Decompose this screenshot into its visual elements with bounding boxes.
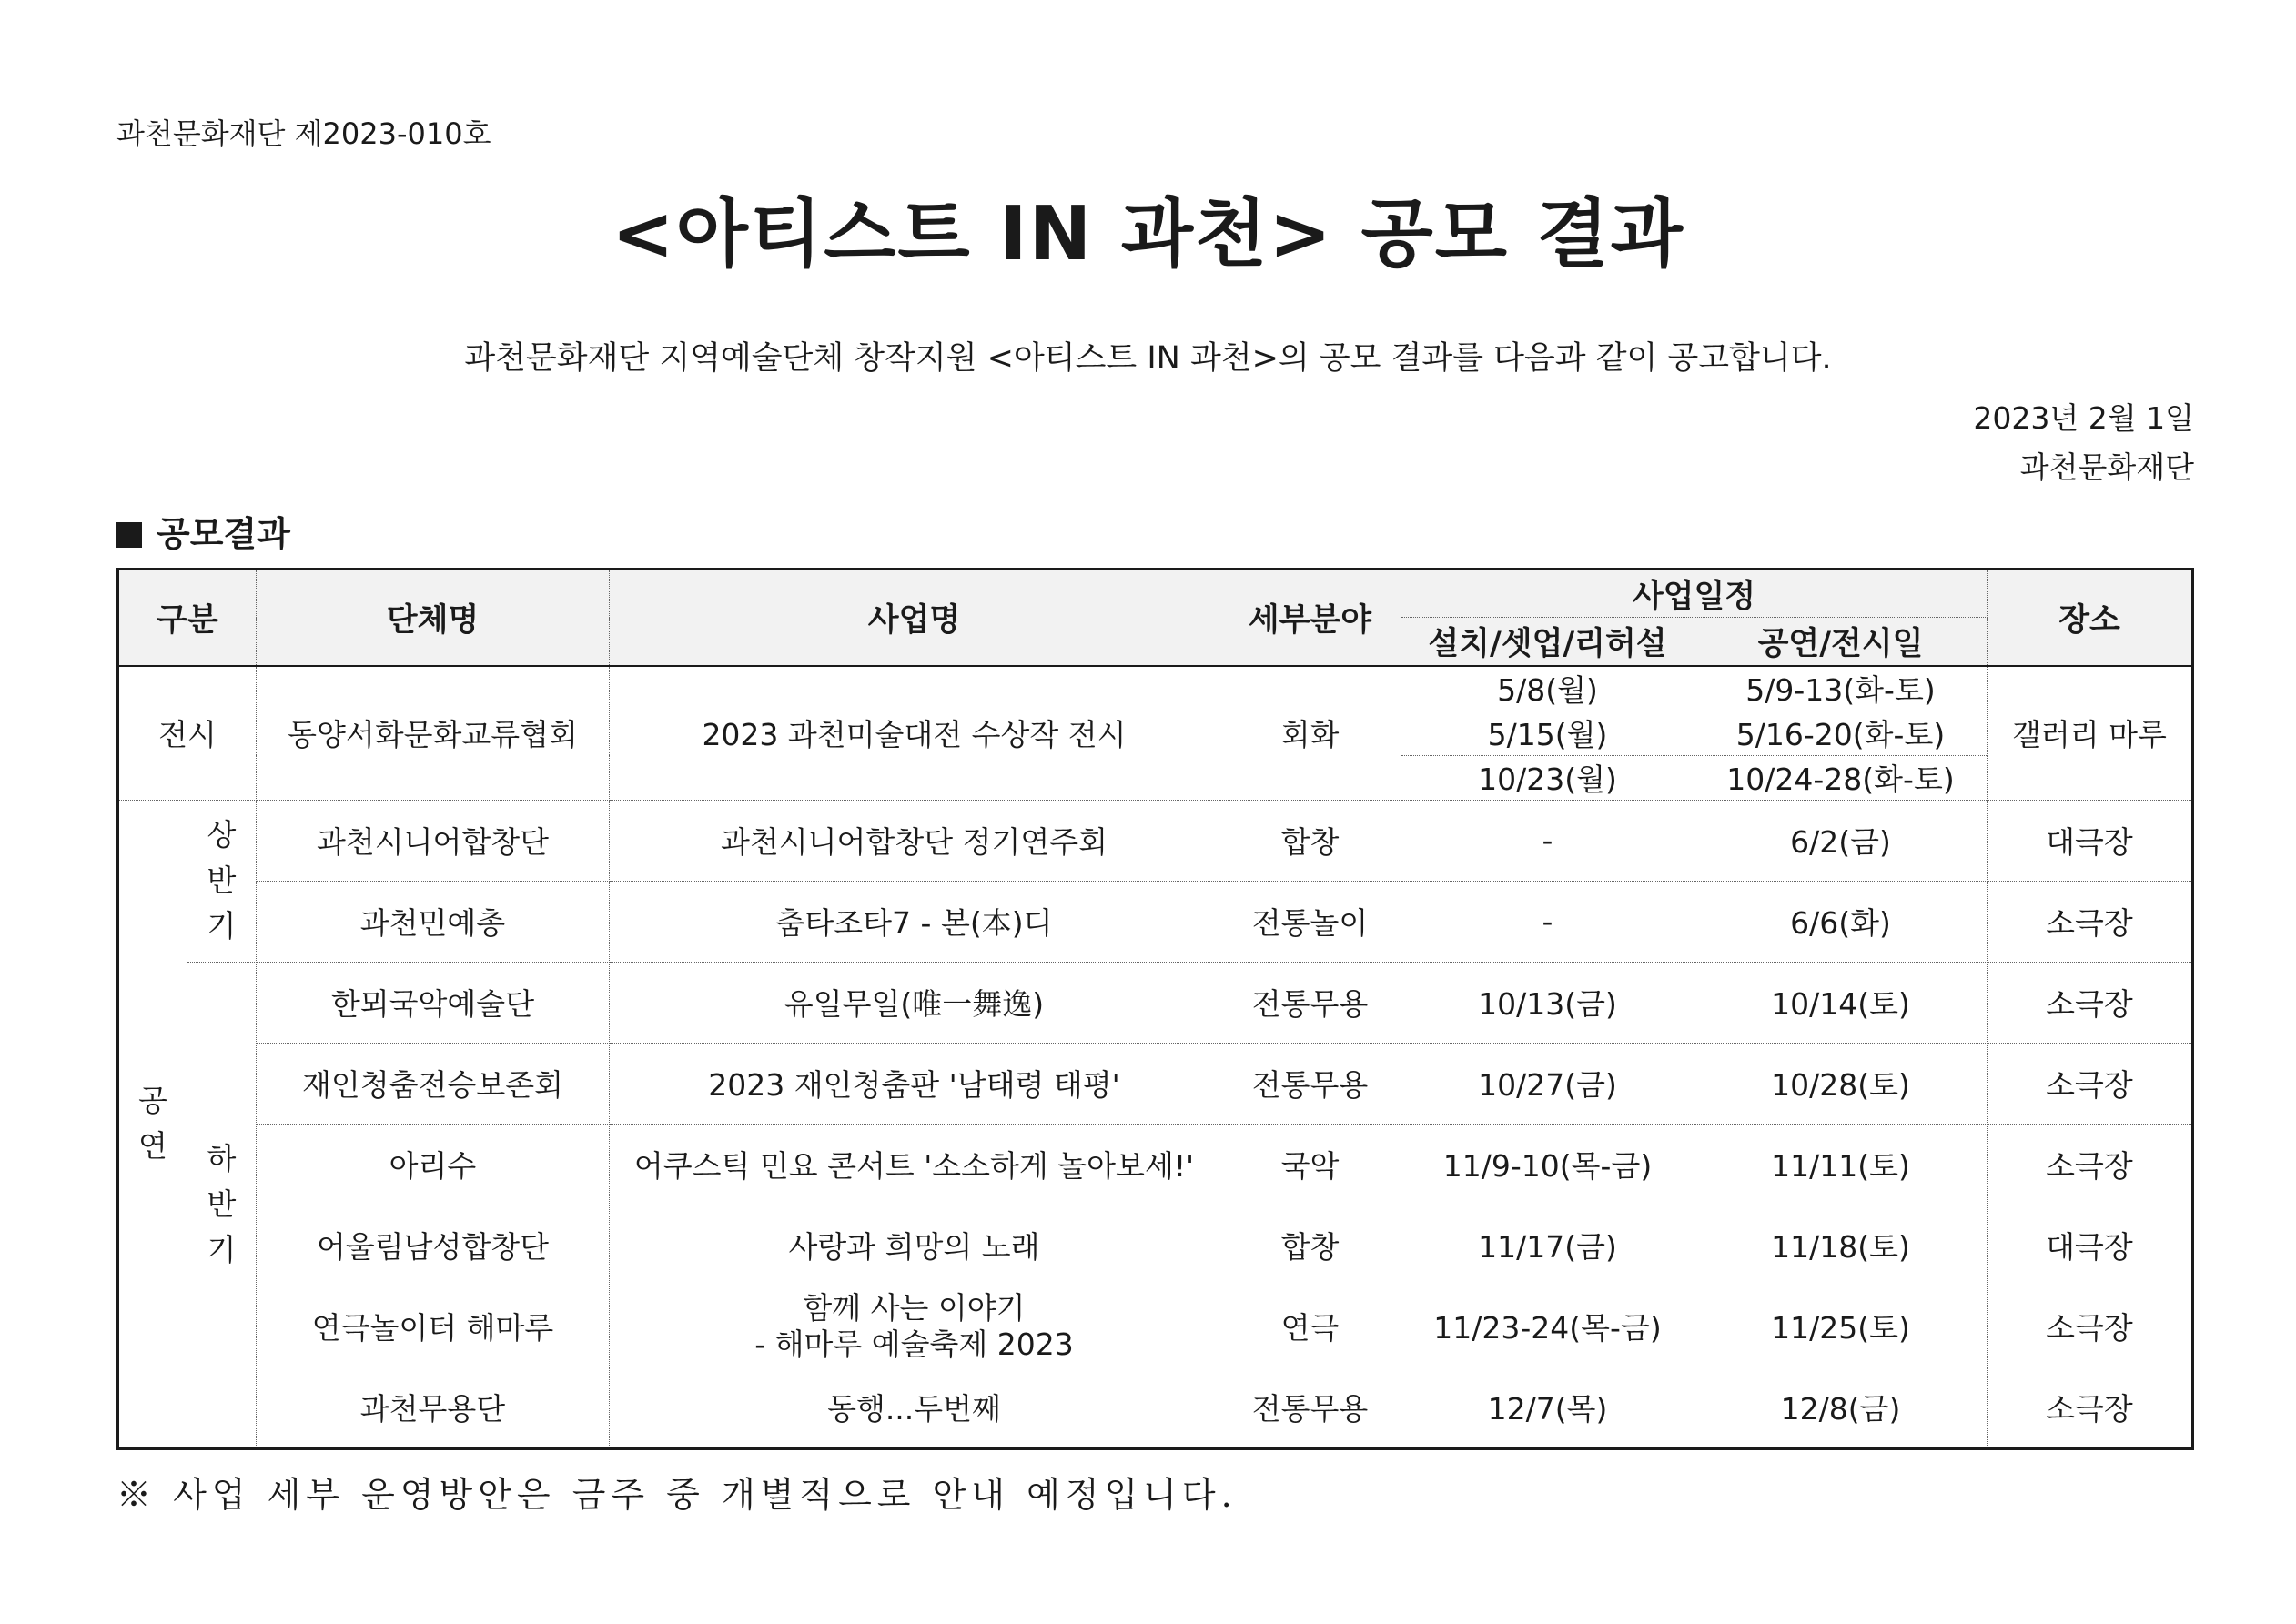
- field-cell: 회화: [1219, 666, 1401, 801]
- field-cell: 전통무용: [1219, 962, 1401, 1043]
- table-row: [118, 1367, 2193, 1448]
- results-table: [116, 568, 2194, 1450]
- announcement-date: 2023년 2월 1일: [1973, 400, 2194, 436]
- venue-cell: 소극장: [1988, 1286, 2193, 1367]
- first-half-label: 상반기: [207, 817, 237, 943]
- show-cell: 5/16-20(화-토): [1694, 711, 1988, 755]
- setup-cell: 11/17(금): [1401, 1205, 1694, 1286]
- document-number: 과천문화재단 제2023-010호: [116, 116, 491, 151]
- show-cell: 12/8(금): [1694, 1367, 1988, 1448]
- group-cell: 과천민예총: [257, 881, 610, 962]
- page-title: <아티스트 IN 과천> 공모 결과: [612, 191, 1684, 277]
- project-cell: [610, 1286, 1219, 1367]
- group-cell: 아리수: [257, 1124, 610, 1205]
- footnote: ※ 사업 세부 운영방안은 금주 중 개별적으로 안내 예정입니다.: [116, 1475, 1238, 1515]
- field-cell: 국악: [1219, 1124, 1401, 1205]
- table-row: [118, 962, 2193, 1043]
- venue-cell: 대극장: [1988, 800, 2193, 881]
- show-cell: 5/9-13(화-토): [1694, 666, 1988, 711]
- setup-cell: 5/15(월): [1401, 711, 1694, 755]
- field-cell: 전통놀이: [1219, 881, 1401, 962]
- table-row: [118, 666, 2193, 711]
- project-line-2: - 해마루 예술축제 2023: [754, 1326, 1074, 1362]
- project-cell: 춤타조타7 - 본(本)디: [610, 881, 1219, 962]
- field-cell: 합창: [1219, 800, 1401, 881]
- show-cell: 11/18(토): [1694, 1205, 1988, 1286]
- table-row: [118, 1286, 2193, 1367]
- header-project: 사업명: [610, 570, 1219, 666]
- header-setup: 설치/셋업/리허설: [1401, 618, 1694, 666]
- intro-text: 과천문화재단 지역예술단체 창작지원 <아티스트 IN 과천>의 공모 결과를 다음과 같이 공고합니다.: [464, 340, 1832, 377]
- category-cell: 전시: [118, 666, 257, 801]
- second-half-label: 하반기: [207, 1141, 237, 1267]
- header-group: 단체명: [257, 570, 610, 666]
- header-schedule: 사업일정: [1401, 570, 1988, 618]
- group-cell: 연극놀이터 해마루: [257, 1286, 610, 1367]
- show-cell: 11/11(토): [1694, 1124, 1988, 1205]
- field-cell: 전통무용: [1219, 1043, 1401, 1124]
- section-title: 공모결과: [157, 514, 290, 554]
- setup-cell: -: [1401, 881, 1694, 962]
- section-heading: [116, 506, 290, 556]
- project-cell: 동행...두번째: [610, 1367, 1219, 1448]
- venue-cell: 소극장: [1988, 881, 2193, 962]
- project-cell: 과천시니어합창단 정기연주회: [610, 800, 1219, 881]
- venue-cell: 소극장: [1988, 1043, 2193, 1124]
- show-cell: 6/6(화): [1694, 881, 1988, 962]
- table-row: [118, 881, 2193, 962]
- performance-category-cell: [118, 800, 187, 1448]
- show-cell: 11/25(토): [1694, 1286, 1988, 1367]
- show-cell: 10/24-28(화-토): [1694, 755, 1988, 800]
- header-show: 공연/전시일: [1694, 618, 1988, 666]
- show-cell: 10/28(토): [1694, 1043, 1988, 1124]
- project-cell: 2023 과천미술대전 수상작 전시: [610, 666, 1219, 801]
- second-half-cell: [187, 962, 257, 1448]
- performance-label: 공연: [138, 1083, 167, 1164]
- group-cell: 한뫼국악예술단: [257, 962, 610, 1043]
- issuer-name: 과천문화재단: [2019, 449, 2194, 485]
- setup-cell: 11/23-24(목-금): [1401, 1286, 1694, 1367]
- venue-cell: 소극장: [1988, 962, 2193, 1043]
- venue-cell: 갤러리 마루: [1988, 666, 2193, 801]
- field-cell: 합창: [1219, 1205, 1401, 1286]
- group-cell: 재인청춤전승보존회: [257, 1043, 610, 1124]
- group-cell: 어울림남성합창단: [257, 1205, 610, 1286]
- field-cell: 연극: [1219, 1286, 1401, 1367]
- header-venue: 장소: [1988, 570, 2193, 666]
- project-cell: 2023 재인청춤판 '남태령 태평': [610, 1043, 1219, 1124]
- venue-cell: 소극장: [1988, 1367, 2193, 1448]
- setup-cell: 12/7(목): [1401, 1367, 1694, 1448]
- header-field: 세부분야: [1219, 570, 1401, 666]
- table-row: [118, 800, 2193, 881]
- venue-cell: 소극장: [1988, 1124, 2193, 1205]
- show-cell: 10/14(토): [1694, 962, 1988, 1043]
- setup-cell: 10/23(월): [1401, 755, 1694, 800]
- field-cell: 전통무용: [1219, 1367, 1401, 1448]
- project-line-1: 함께 사는 이야기: [803, 1289, 1026, 1326]
- header-category: 구분: [118, 570, 257, 666]
- first-half-cell: [187, 800, 257, 962]
- show-cell: 6/2(금): [1694, 800, 1988, 881]
- setup-cell: 10/27(금): [1401, 1043, 1694, 1124]
- setup-cell: -: [1401, 800, 1694, 881]
- table-row: [118, 1124, 2193, 1205]
- project-cell: 유일무일(唯一舞逸): [610, 962, 1219, 1043]
- project-cell: 어쿠스틱 민요 콘서트 '소소하게 놀아보세!': [610, 1124, 1219, 1205]
- group-cell: 과천시니어합창단: [257, 800, 610, 881]
- square-bullet-icon: [116, 522, 142, 548]
- setup-cell: 10/13(금): [1401, 962, 1694, 1043]
- group-cell: 과천무용단: [257, 1367, 610, 1448]
- group-cell: 동양서화문화교류협회: [257, 666, 610, 801]
- setup-cell: 11/9-10(목-금): [1401, 1124, 1694, 1205]
- table-row: [118, 1205, 2193, 1286]
- venue-cell: 대극장: [1988, 1205, 2193, 1286]
- project-cell: 사랑과 희망의 노래: [610, 1205, 1219, 1286]
- table-row: [118, 1043, 2193, 1124]
- setup-cell: 5/8(월): [1401, 666, 1694, 711]
